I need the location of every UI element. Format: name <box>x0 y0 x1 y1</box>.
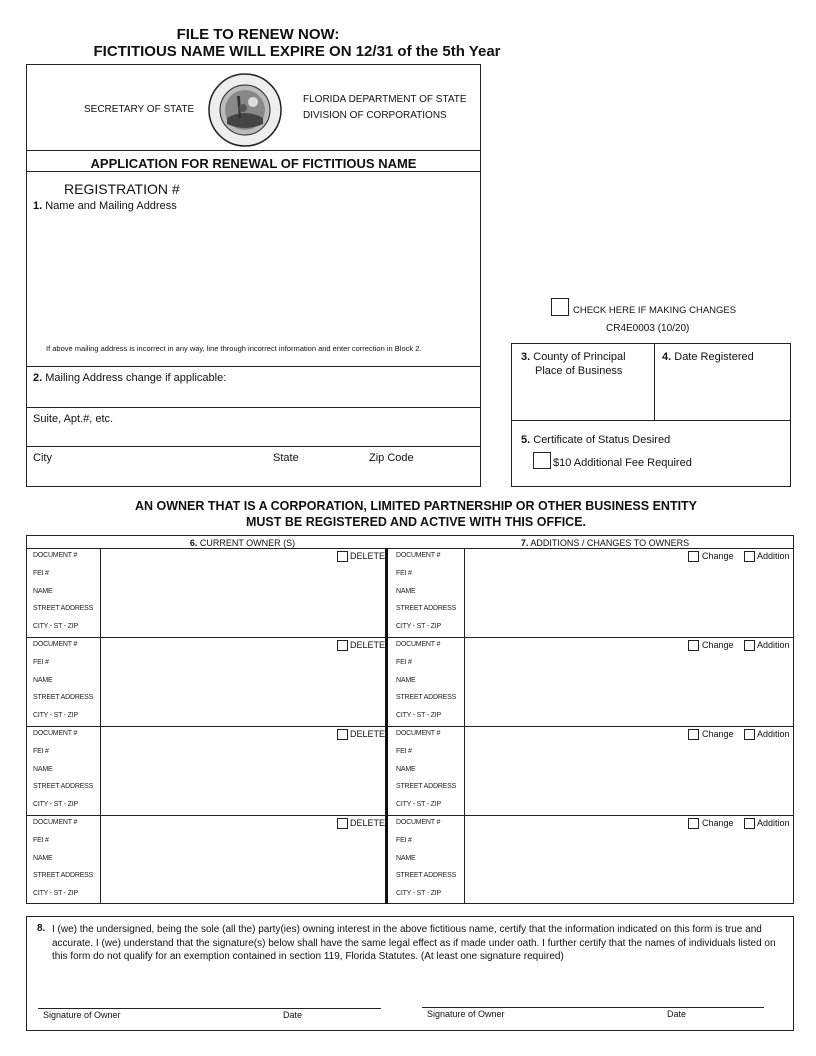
new-owner-field-label: CITY - ST - ZIP <box>396 801 441 809</box>
block-3-number: 3. <box>521 351 531 363</box>
block-2-number: 2. <box>33 372 43 384</box>
new-owner-field-label: DOCUMENT # <box>396 819 441 826</box>
new-owner-field-label: STREET ADDRESS <box>396 783 457 791</box>
signature-owner-label-1: Signature of Owner <box>43 1010 121 1020</box>
delete-label: DELETE <box>350 729 386 739</box>
addition-owner-checkbox[interactable] <box>744 729 755 740</box>
signature-date-label-1: Date <box>283 1010 303 1020</box>
current-owner-field-label: FEI # <box>33 569 49 577</box>
block-1-note: If above mailing address is incorrect in any way, line through incorrect information and enter correction in Block 2. <box>46 344 422 353</box>
divider <box>26 150 481 151</box>
state-seal-icon <box>207 72 283 148</box>
new-owner-entry-area[interactable] <box>466 817 684 902</box>
owner-group-divider <box>26 815 794 816</box>
secretary-of-state-label: SECRETARY OF STATE <box>84 104 195 115</box>
current-owner-field-label: STREET ADDRESS <box>33 783 94 791</box>
new-owner-entry-area[interactable] <box>466 639 684 724</box>
current-owner-entry-area[interactable] <box>102 639 332 724</box>
addition-owner-checkbox[interactable] <box>744 640 755 651</box>
divider <box>26 407 481 408</box>
current-owner-field-label: CITY - ST - ZIP <box>33 890 78 898</box>
divider <box>26 548 794 549</box>
new-owner-field-label: NAME <box>396 854 416 862</box>
change-owner-checkbox[interactable] <box>688 818 699 829</box>
current-owner-field-label: STREET ADDRESS <box>33 694 94 702</box>
current-owner-field-label: CITY - ST - ZIP <box>33 623 78 631</box>
block-7-header <box>465 538 745 548</box>
change-label: Change <box>702 551 734 561</box>
block-2-label <box>33 372 226 384</box>
new-owner-entry-area[interactable] <box>466 728 684 813</box>
divider <box>26 446 481 447</box>
change-owner-checkbox[interactable] <box>688 640 699 651</box>
department-line-2: DIVISION OF CORPORATIONS <box>303 110 447 121</box>
block-1-address-area[interactable] <box>40 215 460 335</box>
block-5-label <box>521 434 670 446</box>
making-changes-label: CHECK HERE IF MAKING CHANGES <box>573 305 737 316</box>
current-owner-field-label: DOCUMENT # <box>33 641 78 648</box>
block-2-text: Mailing Address change if applicable: <box>45 372 227 384</box>
block-4-text: Date Registered <box>674 351 754 363</box>
delete-owner-checkbox[interactable] <box>337 640 348 651</box>
form-title: APPLICATION FOR RENEWAL OF FICTITIOUS NAME <box>90 156 417 171</box>
block-2-box <box>26 366 481 487</box>
new-owner-field-label: CITY - ST - ZIP <box>396 623 441 631</box>
addition-label: Addition <box>757 729 790 739</box>
header-line-1: FILE TO RENEW NOW: <box>176 26 340 43</box>
new-owner-field-label: CITY - ST - ZIP <box>396 890 441 898</box>
block-6-text: CURRENT OWNER (S) <box>199 538 296 548</box>
signature-line-2[interactable] <box>422 1007 764 1008</box>
block-4-number: 4. <box>662 351 672 363</box>
header-line-2: FICTITIOUS NAME WILL EXPIRE ON 12/31 of the 5th Year <box>93 43 501 60</box>
owner-group-divider <box>26 637 794 638</box>
block-7-text: ADDITIONS / CHANGES TO OWNERS <box>530 538 690 548</box>
suite-label: Suite, Apt.#, etc. <box>33 413 114 425</box>
new-owner-field-label: NAME <box>396 676 416 684</box>
block-3-text-1: County of Principal <box>533 351 626 363</box>
addition-owner-checkbox[interactable] <box>744 818 755 829</box>
block-3-label <box>521 351 626 363</box>
signature-line-1[interactable] <box>38 1008 381 1009</box>
entity-notice-line-2: MUST BE REGISTERED AND ACTIVE WITH THIS OFFICE. <box>245 515 587 529</box>
divider <box>26 171 481 172</box>
block-8-number: 8. <box>37 923 46 934</box>
change-owner-checkbox[interactable] <box>688 551 699 562</box>
addition-label: Addition <box>757 818 790 828</box>
change-owner-checkbox[interactable] <box>688 729 699 740</box>
new-owner-field-label: STREET ADDRESS <box>396 694 457 702</box>
new-owner-field-label: DOCUMENT # <box>396 641 441 648</box>
current-owner-field-label: NAME <box>33 854 53 862</box>
current-owner-field-label: NAME <box>33 765 53 773</box>
addition-label: Addition <box>757 640 790 650</box>
block-4-label <box>662 351 754 363</box>
block-1-text: Name and Mailing Address <box>45 200 177 212</box>
current-owner-field-label: CITY - ST - ZIP <box>33 801 78 809</box>
department-line-1: FLORIDA DEPARTMENT OF STATE <box>303 94 467 105</box>
new-owner-entry-area[interactable] <box>466 550 684 635</box>
entity-notice-line-1: AN OWNER THAT IS A CORPORATION, LIMITED PARTNERSHIP OR OTHER BUSINESS ENTITY <box>134 499 698 513</box>
divider <box>654 343 655 420</box>
signature-date-label-2: Date <box>667 1009 687 1019</box>
delete-owner-checkbox[interactable] <box>337 818 348 829</box>
registration-label: REGISTRATION # <box>64 181 180 197</box>
current-owner-entry-area[interactable] <box>102 728 332 813</box>
current-owner-field-label: FEI # <box>33 836 49 844</box>
delete-label: DELETE <box>350 640 386 650</box>
current-owner-field-label: NAME <box>33 587 53 595</box>
block-1-label <box>33 200 177 212</box>
addition-owner-checkbox[interactable] <box>744 551 755 562</box>
current-owner-field-label: CITY - ST - ZIP <box>33 712 78 720</box>
new-owner-field-label: FEI # <box>396 836 412 844</box>
change-label: Change <box>702 640 734 650</box>
new-owner-field-label: FEI # <box>396 658 412 666</box>
new-owner-field-label: DOCUMENT # <box>396 552 441 559</box>
new-owner-field-label: DOCUMENT # <box>396 730 441 737</box>
current-owner-field-label: STREET ADDRESS <box>33 605 94 613</box>
new-owner-field-label: STREET ADDRESS <box>396 872 457 880</box>
block-6-header <box>100 538 385 548</box>
form-code: CR4E0003 (10/20) <box>606 323 690 334</box>
current-owner-field-label: DOCUMENT # <box>33 730 78 737</box>
divider <box>511 420 791 421</box>
block-5-number: 5. <box>521 434 531 446</box>
current-owner-field-label: DOCUMENT # <box>33 819 78 826</box>
addition-label: Addition <box>757 551 790 561</box>
certificate-status-checkbox[interactable] <box>533 452 551 469</box>
current-owner-field-label: FEI # <box>33 747 49 755</box>
current-owner-field-label: FEI # <box>33 658 49 666</box>
new-owner-field-label: STREET ADDRESS <box>396 605 457 613</box>
current-owner-field-label: STREET ADDRESS <box>33 872 94 880</box>
delete-label: DELETE <box>350 818 386 828</box>
block-5-text: Certificate of Status Desired <box>533 434 671 446</box>
delete-label: DELETE <box>350 551 386 561</box>
making-changes-checkbox[interactable] <box>551 298 569 316</box>
block-1-number: 1. <box>33 200 43 212</box>
new-owner-field-label: NAME <box>396 765 416 773</box>
block-6-number: 6. <box>189 538 198 548</box>
current-owner-entry-area[interactable] <box>102 550 332 635</box>
block-7-number: 7. <box>520 538 529 548</box>
owner-group-divider <box>26 726 794 727</box>
new-owner-field-label: FEI # <box>396 747 412 755</box>
delete-owner-checkbox[interactable] <box>337 551 348 562</box>
block-8-text: I (we) the undersigned, being the sole (all the) party(ies) owning interest in the above fictitious name, certify that the information indicated on this form is true and accurate. I (we) understand that the signature(s) below shall have the same legal effect as if made under oath. I further certify that the names of individuals listed on this form do not qualify for an exemption contained in section 119, Florida Statutes. (At least one signature required) <box>52 924 776 962</box>
new-owner-field-label: CITY - ST - ZIP <box>396 712 441 720</box>
new-owner-field-label: FEI # <box>396 569 412 577</box>
zip-label: Zip Code <box>369 452 414 464</box>
certificate-fee-label: $10 Additional Fee Required <box>553 457 692 469</box>
current-owner-entry-area[interactable] <box>102 817 332 902</box>
city-label: City <box>33 452 52 464</box>
change-label: Change <box>702 818 734 828</box>
new-owner-field-label: NAME <box>396 587 416 595</box>
current-owner-field-label: DOCUMENT # <box>33 552 78 559</box>
current-owner-field-label: NAME <box>33 676 53 684</box>
block-3-text-2: Place of Business <box>535 365 623 377</box>
change-label: Change <box>702 729 734 739</box>
state-label: State <box>273 452 299 464</box>
signature-owner-label-2: Signature of Owner <box>427 1009 505 1019</box>
delete-owner-checkbox[interactable] <box>337 729 348 740</box>
